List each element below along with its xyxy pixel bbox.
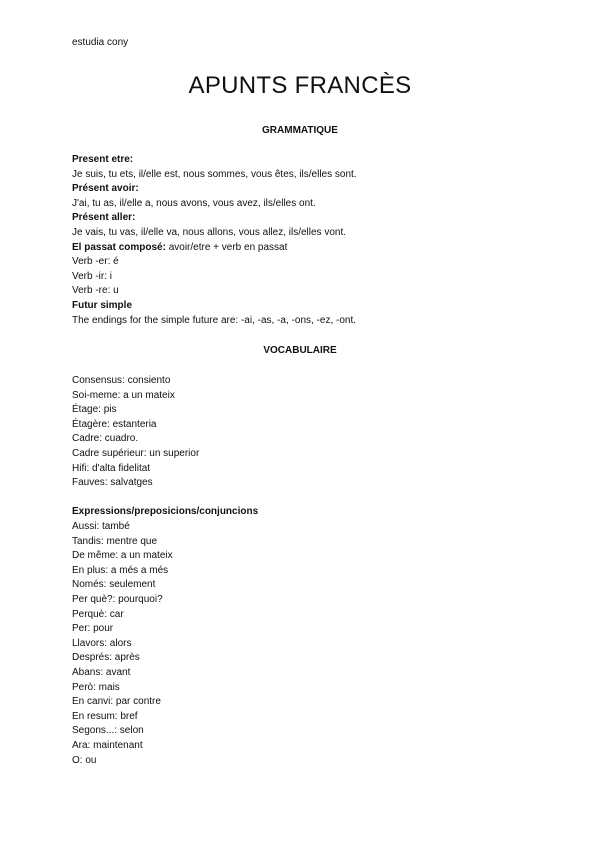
grammar-line — [72, 314, 542, 329]
grammar-heading: GRAMMATIQUE — [262, 125, 338, 136]
expressions-section — [72, 520, 542, 768]
expression-item: Després: après — [72, 652, 140, 664]
expression-item: O: ou — [72, 754, 97, 766]
grammar-line-label: Present etre: — [72, 154, 134, 165]
vocabulary-item: Soi-meme: a un mateix — [72, 389, 175, 401]
grammar-line — [72, 226, 542, 241]
expression-item: Tandis: mentre que — [72, 535, 158, 547]
grammar-line-label: Futur simple — [72, 299, 133, 311]
grammar-line-text: Verb -ir: i — [72, 270, 113, 282]
expression-item: Llavors: alors — [72, 637, 132, 649]
vocabulary-item: Cadre: cuadro. — [72, 433, 139, 445]
vocabulary-item: Hifi: d'alta fidelitat — [72, 462, 151, 474]
grammar-line — [72, 168, 542, 183]
grammar-line-text: The endings for the simple future are: -ai, -as, -a, -ons, -ez, -ont. — [72, 314, 357, 326]
vocabulary-item: Cadre supérieur: un superior — [72, 447, 200, 459]
grammar-line — [72, 182, 542, 197]
expression-item: En plus: a més a més — [72, 564, 169, 576]
expression-item: Segons...: selon — [72, 725, 144, 737]
vocabulary-heading: VOCABULAIRE — [263, 345, 337, 356]
grammar-line — [72, 255, 542, 270]
grammar-line-text: Verb -re: u — [72, 285, 119, 297]
expression-item: Abans: avant — [72, 666, 131, 678]
grammar-line-text: J'ai, tu as, il/elle a, nous avons, vous avez, ils/elles ont. — [72, 197, 316, 209]
grammar-line — [72, 241, 542, 256]
expression-item: Per: pour — [72, 623, 114, 635]
vocabulary-section — [72, 374, 542, 491]
document-title: APUNTS FRANCÈS — [188, 72, 412, 99]
header-note: estudia cony — [72, 37, 129, 48]
expression-item: Ara: maintenant — [72, 739, 143, 751]
expression-item: En canvi: par contre — [72, 696, 161, 708]
vocabulary-item: Consensus: consiento — [72, 375, 171, 386]
grammar-line-label: El passat composé: — [72, 241, 166, 253]
expression-item: Només: seulement — [72, 579, 156, 591]
grammar-line-label: Présent aller: — [72, 212, 136, 224]
grammar-line — [72, 197, 542, 212]
grammar-line — [72, 299, 542, 314]
expressions-heading: Expressions/preposicions/conjuncions — [72, 506, 259, 517]
expression-item: Per què?: pourquoi? — [72, 593, 163, 605]
vocabulary-item: Fauves: salvatges — [72, 477, 153, 489]
expression-item: Aussi: també — [72, 521, 130, 532]
grammar-line-text: Verb -er: é — [72, 256, 119, 268]
vocabulary-item: Étage: pis — [72, 404, 117, 416]
expression-item: En resum: bref — [72, 710, 138, 722]
expression-item: Perquè: car — [72, 608, 124, 620]
vocabulary-item: Étagère: estanteria — [72, 418, 157, 430]
grammar-line-label: Présent avoir: — [72, 183, 139, 195]
grammar-section — [72, 153, 542, 328]
grammar-line — [72, 211, 542, 226]
grammar-line-text: Je suis, tu ets, il/elle est, nous sommes, vous êtes, ils/elles sont. — [72, 168, 357, 180]
grammar-line-text: avoir/etre + verb en passat — [165, 241, 288, 253]
expression-item: De même: a un mateix — [72, 550, 173, 562]
grammar-line-text: Je vais, tu vas, il/elle va, nous allons, vous allez, ils/elles vont. — [72, 226, 347, 238]
grammar-line — [72, 153, 542, 168]
grammar-line — [72, 270, 542, 285]
grammar-line — [72, 284, 542, 299]
expression-item: Però: mais — [72, 681, 120, 693]
